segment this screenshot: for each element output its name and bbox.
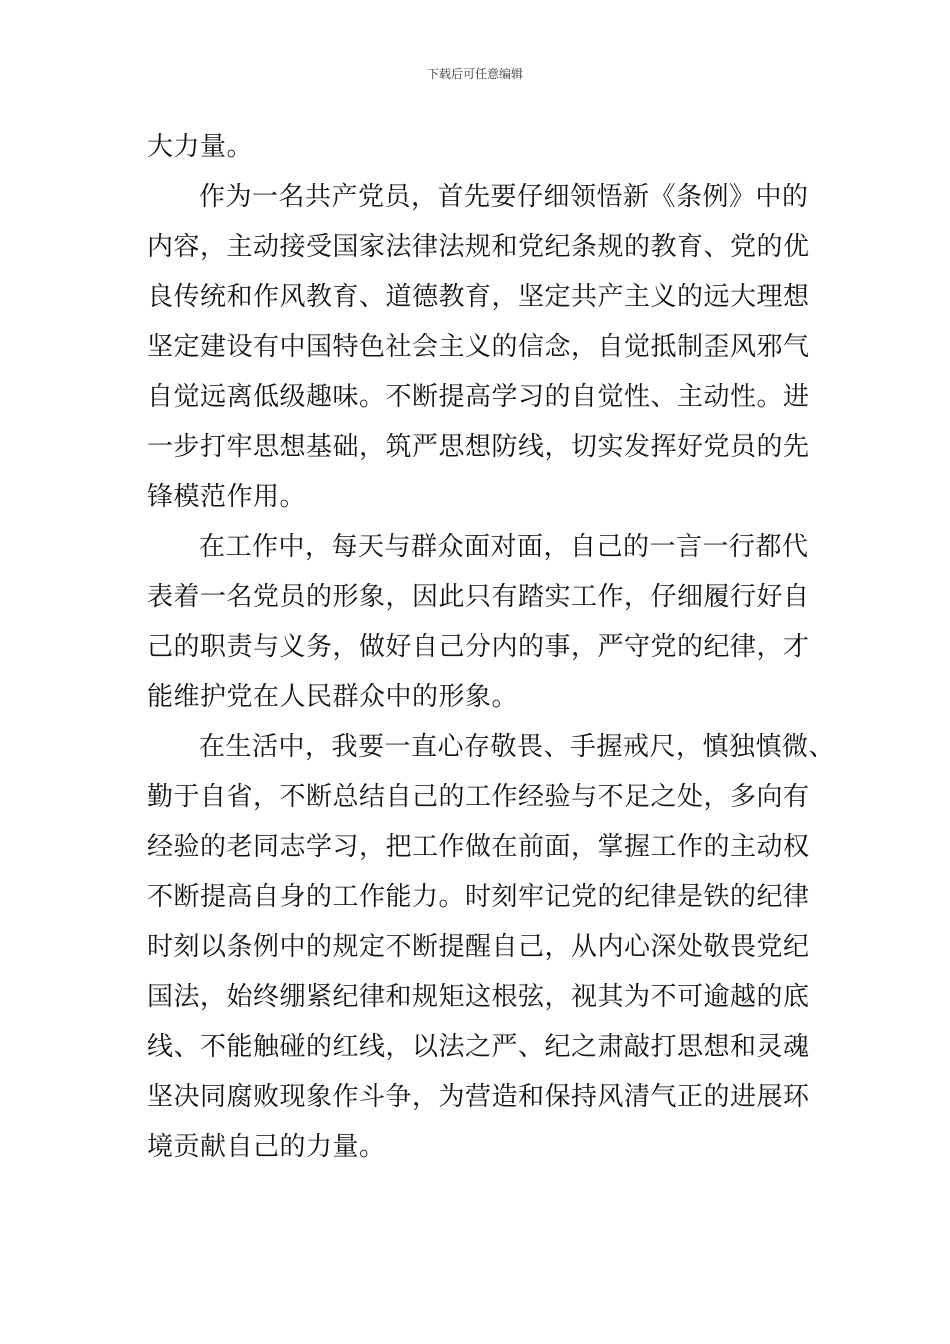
text-line: 线、不能触碰的红线，以法之严、纪之肃敲打思想和灵魂 [147,1032,810,1062]
text-line: 坚决同腐败现象作斗争，为营造和保持风清气正的进展环 [147,1082,810,1112]
text-line: 勤于自省，不断总结自己的工作经验与不足之处，多向有 [147,782,810,812]
text-line: 经验的老同志学习，把工作做在前面，掌握工作的主动权 [147,832,810,862]
text-line: 时刻以条例中的规定不断提醒自己，从内心深处敬畏党纪 [147,932,810,962]
text-line: 一步打牢思想基础，筑严思想防线，切实发挥好党员的先 [147,432,810,462]
text-line: 坚定建设有中国特色社会主义的信念，自觉抵制歪风邪气 [147,332,810,362]
text-line: 锋模范作用。 [147,482,307,512]
text-line: 作为一名共产党员，首先要仔细领悟新《条例》中的 [199,182,809,212]
text-line: 大力量。 [147,132,254,162]
text-line: 在生活中，我要一直心存敬畏、手握戒尺，慎独慎微、 [199,732,836,762]
text-line: 国法，始终绷紧纪律和规矩这根弦，视其为不可逾越的底 [147,982,810,1012]
text-line: 良传统和作风教育、道德教育，坚定共产主义的远大理想 [147,282,810,312]
text-line: 表着一名党员的形象，因此只有踏实工作，仔细履行好自 [147,582,810,612]
text-line: 己的职责与义务，做好自己分内的事，严守党的纪律，才 [147,632,810,662]
text-line: 自觉远离低级趣味。不断提高学习的自觉性、主动性。进 [147,382,810,412]
page-header: 下载后可任意编辑 [426,67,523,81]
text-line: 境贡献自己的力量。 [147,1132,386,1162]
text-line: 能维护党在人民群众中的形象。 [147,682,519,712]
document-body [147,122,837,1172]
text-line: 内容，主动接受国家法律法规和党纪条规的教育、党的优 [147,232,810,262]
text-line: 不断提高自身的工作能力。时刻牢记党的纪律是铁的纪律 [147,882,810,912]
text-line: 在工作中，每天与群众面对面，自己的一言一行都代 [199,532,809,562]
